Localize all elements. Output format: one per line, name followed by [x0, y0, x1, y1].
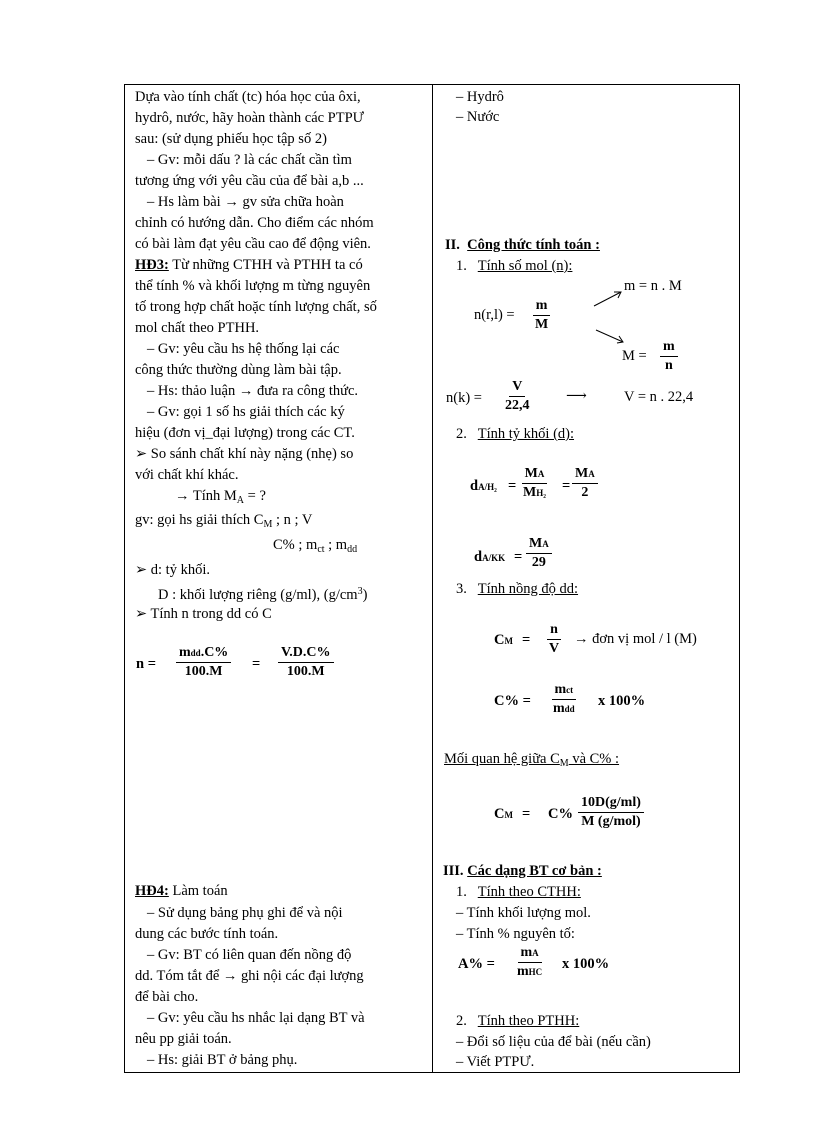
column-divider — [432, 84, 433, 1073]
item-title: Tính số mol (n): — [477, 258, 573, 274]
fraction-ma-over-mh2 — [520, 466, 549, 501]
a-tail: x 100% — [562, 956, 610, 972]
left-text — [175, 487, 266, 510]
fraction-numerator: n — [547, 622, 561, 640]
section-number: III. — [443, 863, 464, 879]
text-part: ; m — [324, 537, 348, 553]
fraction-numerator — [552, 682, 577, 700]
formula-nrl-lhs: n(r,l) = — [474, 307, 515, 323]
subscript: A — [588, 469, 595, 479]
fraction-denominator — [550, 700, 578, 717]
cm-lhs — [494, 631, 513, 650]
fraction-m-over-M — [532, 298, 551, 333]
fraction-denominator — [520, 484, 549, 501]
left-text: – Sử dụng bảng phụ ghi để và nội — [147, 905, 343, 921]
text-part: M — [529, 536, 543, 551]
left-text: – Gv: yêu cầu hs nhắc lại dạng BT và — [147, 1010, 365, 1026]
subscript: A/KK — [482, 553, 506, 563]
fraction-numerator — [522, 466, 548, 484]
text-part: m — [553, 701, 565, 716]
fraction-ma-over-2 — [572, 466, 598, 501]
n-formula-lhs: n = — [136, 656, 156, 672]
formula-nk-lhs: n(k) = — [446, 390, 482, 406]
equals-sign: = — [252, 656, 261, 672]
cp-tail: x 100% — [598, 693, 646, 709]
item-title: Tính nồng độ dd: — [477, 581, 579, 597]
item-title: Tính tỷ khối (d): — [477, 426, 575, 442]
subscript: dd — [564, 704, 575, 714]
rel-lhs — [494, 805, 513, 824]
text-part: m — [517, 964, 529, 979]
subscript: A/H₂ — [478, 482, 497, 492]
fraction-mct-over-mdd — [550, 682, 578, 717]
text-part: m — [179, 645, 191, 660]
left-text: ➢ d: tỷ khối. — [135, 562, 210, 578]
subscript: A — [236, 495, 245, 506]
item-number: 2. — [456, 1013, 467, 1029]
item-number: 3. — [456, 581, 467, 597]
subscript: HC — [528, 967, 543, 977]
left-text: Dựa vào tính chất (tc) hóa học của ôxi, — [135, 89, 361, 105]
equals-sign: = — [514, 549, 523, 565]
fraction-ma-over-29 — [526, 536, 552, 571]
fraction-numerator — [518, 945, 542, 963]
subscript: M — [559, 758, 569, 769]
subscript: A — [537, 469, 545, 479]
left-text — [273, 536, 357, 559]
right-text: – Viết PTPƯ. — [456, 1054, 535, 1070]
item-number: 1. — [456, 884, 467, 900]
fraction-numerator — [572, 466, 598, 484]
fraction-numerator: m — [660, 339, 678, 357]
section-title: Công thức tính toán : — [467, 237, 600, 253]
hd4-heading — [135, 882, 228, 900]
subscript: M — [504, 636, 513, 646]
left-text: hydrô, nước, hãy hoàn thành các PTPƯ — [135, 110, 364, 126]
formula-M-lhs: M = — [622, 348, 647, 364]
fraction-denominator: M (g/mol) — [581, 814, 641, 829]
text-part: M — [523, 485, 537, 500]
a-lhs: A% = — [458, 956, 495, 972]
equals-sign: = — [562, 478, 571, 494]
right-text: – Nước — [456, 109, 500, 125]
section-number: II. — [445, 237, 460, 253]
subsection-heading — [456, 883, 581, 901]
hd4-text: Làm toán — [168, 883, 228, 899]
subscript: dd — [190, 648, 201, 658]
left-text: tương ứng với yêu cầu của để bài a,b ... — [135, 173, 364, 189]
subscript: H₂ — [536, 488, 546, 498]
text-part: = ? — [244, 488, 266, 504]
fraction-denominator: M — [535, 317, 549, 332]
long-arrow-icon: ⟶ — [566, 388, 587, 404]
equals-sign: = — [522, 806, 531, 822]
left-text: – Hs: giải BT ở bảng phụ. — [147, 1052, 298, 1068]
text-part: d — [474, 549, 483, 565]
fraction-denominator: 100.M — [184, 664, 223, 679]
text-part: D : khối lượng riêng (g/ml), (g/cm — [158, 587, 358, 603]
formula-v-eq: V = n . 22,4 — [624, 389, 694, 405]
subscript: ct — [317, 544, 325, 555]
hd3-label: HĐ3: — [135, 257, 169, 273]
text-part: ; n ; V — [272, 512, 313, 528]
left-text: dung các bước tính toán. — [135, 926, 279, 942]
section-2-heading — [445, 236, 600, 254]
right-text: – Tính khối lượng mol. — [456, 905, 591, 921]
fraction-v-over-224 — [502, 379, 533, 414]
left-text: – Gv: gọi 1 số hs giải thích các ký — [147, 404, 345, 420]
left-text: – Gv: BT có liên quan đến nồng độ — [147, 947, 352, 963]
subscript: M — [504, 810, 513, 820]
left-text: để bài cho. — [135, 989, 199, 1005]
fraction-numerator — [526, 536, 552, 554]
left-text: mol chất theo PTHH. — [135, 320, 260, 336]
text-part: C — [494, 806, 505, 822]
text-part: ) — [362, 587, 368, 603]
fraction-denominator: 100.M — [286, 664, 325, 679]
text-part: Mối quan hệ giữa C — [444, 751, 560, 767]
hd3-heading — [135, 256, 363, 274]
text-part: C — [494, 632, 505, 648]
subscript: A — [542, 539, 549, 549]
left-text: tố trong hợp chất hoặc tính lượng chất, số — [135, 299, 377, 315]
d-symbol — [474, 548, 505, 567]
subscript: A — [532, 948, 539, 958]
left-text: với chất khí khác. — [135, 467, 239, 483]
equals-sign: = — [522, 632, 531, 648]
item-title: Tính theo CTHH: — [477, 884, 581, 900]
fraction-ma-over-mhc — [514, 945, 545, 980]
right-text: – Đổi số liệu của để bài (nếu cần) — [456, 1034, 651, 1050]
formula-m-eq: m = n . M — [624, 278, 682, 294]
superscript: 3 — [357, 586, 363, 597]
hd3-text: Từ những CTHH và PTHH ta có — [168, 257, 363, 273]
item-number: 2. — [456, 426, 467, 442]
fraction-numerator: V.D.C% — [278, 645, 334, 663]
text-part: d — [470, 478, 479, 494]
text-part: gv: gọi hs giải thích C — [135, 512, 264, 528]
d-symbol — [470, 477, 497, 496]
hd4-label: HĐ4: — [135, 883, 169, 899]
left-text: hiệu (đơn vị_đại lượng) trong các CT. — [135, 425, 355, 441]
left-text: sau: (sử dụng phiếu học tập số 2) — [135, 131, 327, 147]
arrow-down-icon — [596, 328, 626, 346]
left-text: – Gv: mỗi dấu ? là các chất cần tìm — [147, 152, 352, 168]
fraction-numerator: 10D(g/ml) — [578, 795, 644, 813]
subsection-heading — [456, 1012, 579, 1030]
rel-cp: C% — [548, 806, 573, 822]
equals-sign: = — [508, 478, 517, 494]
fraction-denominator — [514, 963, 545, 980]
item-title: Tính theo PTHH: — [477, 1013, 580, 1029]
fraction-vdc — [278, 645, 334, 680]
fraction-m-over-n — [660, 339, 678, 374]
left-text — [158, 583, 367, 604]
text-part: → Tính M — [175, 488, 237, 504]
left-text — [135, 511, 312, 534]
fraction-denominator: n — [664, 358, 673, 373]
arrow-up-icon — [594, 290, 624, 308]
fraction-denominator: 22,4 — [505, 398, 530, 413]
text-part: m — [520, 945, 533, 960]
left-text: chỉnh có hướng dẫn. Cho điểm các nhóm — [135, 215, 374, 231]
text-part: C% ; m — [273, 537, 318, 553]
subsection-heading — [456, 257, 572, 275]
text-part: và C% : — [568, 751, 620, 767]
subscript: dd — [347, 544, 358, 555]
text-part: .C% — [200, 645, 229, 660]
left-text: nêu pp giải toán. — [135, 1031, 232, 1047]
fraction-n-over-v — [546, 622, 562, 657]
text-part: m — [554, 682, 567, 697]
fraction-numerator — [176, 645, 231, 663]
cm-unit: → đơn vị mol / l (M) — [574, 631, 697, 647]
item-number: 1. — [456, 258, 467, 274]
subsection-heading — [456, 580, 578, 598]
subscript: ct — [566, 685, 574, 695]
fraction-denominator: 29 — [531, 555, 546, 570]
fraction-denominator: V — [549, 641, 560, 656]
left-text: công thức thường dùng làm bài tập. — [135, 362, 342, 378]
left-text: – Gv: yêu cầu hs hệ thống lại các — [147, 341, 340, 357]
right-text: – Hydrô — [456, 89, 504, 105]
subsection-heading — [456, 425, 574, 443]
left-text: ➢ Tính n trong dd có C — [135, 606, 272, 622]
left-text: có bài làm đạt yêu cầu cao để động viên. — [135, 236, 371, 252]
text-part: M — [575, 466, 589, 481]
fraction-10d-over-m — [578, 795, 644, 830]
fraction-numerator: V — [509, 379, 525, 397]
text-part: M — [524, 466, 538, 481]
cp-lhs: C% = — [494, 693, 531, 709]
right-text: – Tính % nguyên tố: — [456, 926, 575, 942]
section-title: Các dạng BT cơ bản : — [467, 863, 602, 879]
left-text: thể tính % và khối lượng m từng nguyên — [135, 278, 371, 294]
left-text: – Hs làm bài → gv sửa chữa hoàn — [147, 194, 344, 210]
left-text: dd. Tóm tắt để → ghi nội các đại lượng — [135, 968, 364, 984]
fraction-mdd-c — [176, 645, 231, 680]
subscript: M — [263, 519, 273, 530]
relation-heading — [444, 750, 619, 773]
section-3-heading — [443, 862, 602, 880]
fraction-denominator: 2 — [581, 485, 589, 500]
fraction-numerator: m — [533, 298, 551, 316]
left-text: ➢ So sánh chất khí này nặng (nhẹ) so — [135, 446, 354, 462]
left-text: – Hs: thảo luận → đưa ra công thức. — [147, 383, 359, 399]
